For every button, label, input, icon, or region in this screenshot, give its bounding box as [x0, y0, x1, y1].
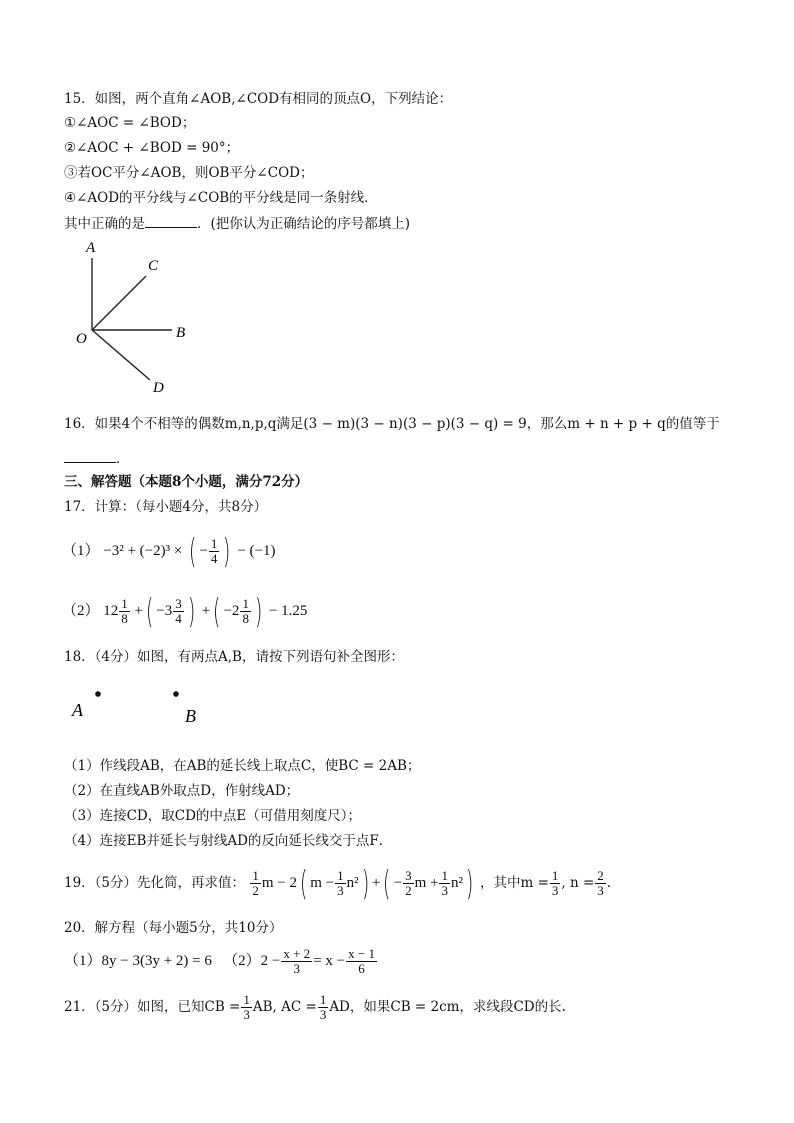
q20-part-1: （1）8y − 3(3y + 2) = 6 — [64, 953, 212, 969]
point-A — [95, 691, 101, 697]
q17-p1-tail: − (−1) — [237, 543, 276, 559]
label-O: O — [76, 331, 87, 347]
q15-ask-label: 其中正确的是 — [64, 216, 145, 232]
points-figure — [64, 684, 224, 730]
fraction: $\frac{1}{8}$ — [121, 596, 128, 627]
answer-blank[interactable] — [145, 213, 197, 228]
q18-stem: 18．（4分）如图，有两点A,B，请按下列语句补全图形： — [64, 649, 404, 665]
label-B: B — [185, 706, 196, 726]
fraction: $\frac{3}{4}$ — [175, 596, 182, 627]
q21-line: 21．（5分）如图，已知CB = $\frac{1}{3}$ AB, AC = $\frac{1}{3}$ AD，如果CB = 2cm，求线段CD的长. — [64, 992, 566, 1023]
q17-p2-label: （2） — [62, 603, 100, 619]
angle-figure — [60, 236, 210, 396]
q16-answer — [64, 448, 130, 469]
q15-option-3: ③若OC平分∠AOB，则OB平分∠COD； — [64, 165, 314, 181]
q16-text: 16．如果4个不相等的偶数m,n,p,q满足(3 − m)(3 − n)(3 − p)(3 − q) = 9，那么m + n + p + q的值等于 — [64, 416, 720, 432]
q20-equations: （1）8y − 3(3y + 2) = 6 （2）2 − $\frac{x + 2}{3}$ = x − $\frac{x - 1}{6}$ — [64, 946, 375, 977]
label-B: B — [176, 325, 186, 341]
answer-blank[interactable] — [64, 448, 116, 463]
q16-end: ． — [116, 451, 130, 467]
fraction: $\frac{x - 1}{6}$ — [348, 946, 375, 977]
q20-stem: 20．解方程（每小题5分，共10分） — [64, 920, 283, 936]
q18-step-3: （3）连接CD，取CD的中点E（可借用刻度尺）； — [64, 808, 361, 824]
q17-part-2: （2） 12 $\frac{1}{8}$ +( −3 $\frac{3}{4}$ ) +( −2 $\frac{1}{8}$ ) − 1.25 — [62, 591, 308, 632]
fraction: $\frac{x + 2}{3}$ — [283, 946, 311, 977]
ray-OD — [92, 330, 150, 380]
label-A: A — [86, 240, 96, 256]
ray-OC — [92, 276, 146, 330]
q15-option-2: ②∠AOC + ∠BOD = 90°； — [64, 140, 240, 156]
q17-p1-label: （1） — [62, 543, 100, 559]
label-D: D — [153, 380, 164, 396]
q17-stem: 17．计算：（每小题4分，共8分） — [64, 499, 268, 515]
q19-stem: 19．（5分）先化简，再求值： — [64, 875, 246, 891]
q15-option-1: ①∠AOC = ∠BOD； — [64, 115, 196, 131]
fraction: $\frac{1}{4}$ — [210, 536, 218, 567]
section-heading: 三、解答题（本题8个小题，满分72分） — [64, 474, 309, 490]
q18-step-4: （4）连接EB并延长与射线AD的反向延长线交于点F． — [64, 833, 393, 849]
q19-line: 19．（5分）先化简，再求值： $\frac{1}{2}$ m − 2( m − $\frac{1}{3}$ n²) +( − $\frac{3}{2}$ m + $\frac{1}{3}$ n²) ，其中m = $\frac{1}{3}$ , n = $\frac{2}{3}$ . — [64, 863, 612, 904]
q15-ask-hint: ．(把你认为正确结论的序号都填上) — [197, 216, 411, 232]
fraction: $\frac{1}{8}$ — [242, 596, 249, 627]
q20-part-2-label: （2）2 − — [223, 953, 281, 969]
q15-option-4: ④∠AOD的平分线与∠COB的平分线是同一条射线． — [64, 190, 378, 206]
point-B — [173, 691, 179, 697]
q17-part-1: （1） −3² + (−2)³ × ( − $\frac{1}{4}$ ) − (−1) — [62, 531, 276, 572]
q18-step-2: （2）在直线AB外取点D，作射线AD； — [64, 783, 300, 799]
q17-p2-tail: − 1.25 — [268, 603, 308, 619]
q15-ask — [64, 213, 410, 234]
q18-step-1: （1）作线段AB，在AB的延长线上取点C，使BC = 2AB； — [64, 758, 421, 774]
q17-p1-expr: −3² + (−2)³ × — [103, 543, 183, 559]
label-C: C — [148, 258, 159, 274]
q15-stem: 15．如图，两个直角∠AOB,∠COD有相同的顶点O，下列结论： — [64, 91, 453, 107]
label-A: A — [72, 700, 83, 720]
